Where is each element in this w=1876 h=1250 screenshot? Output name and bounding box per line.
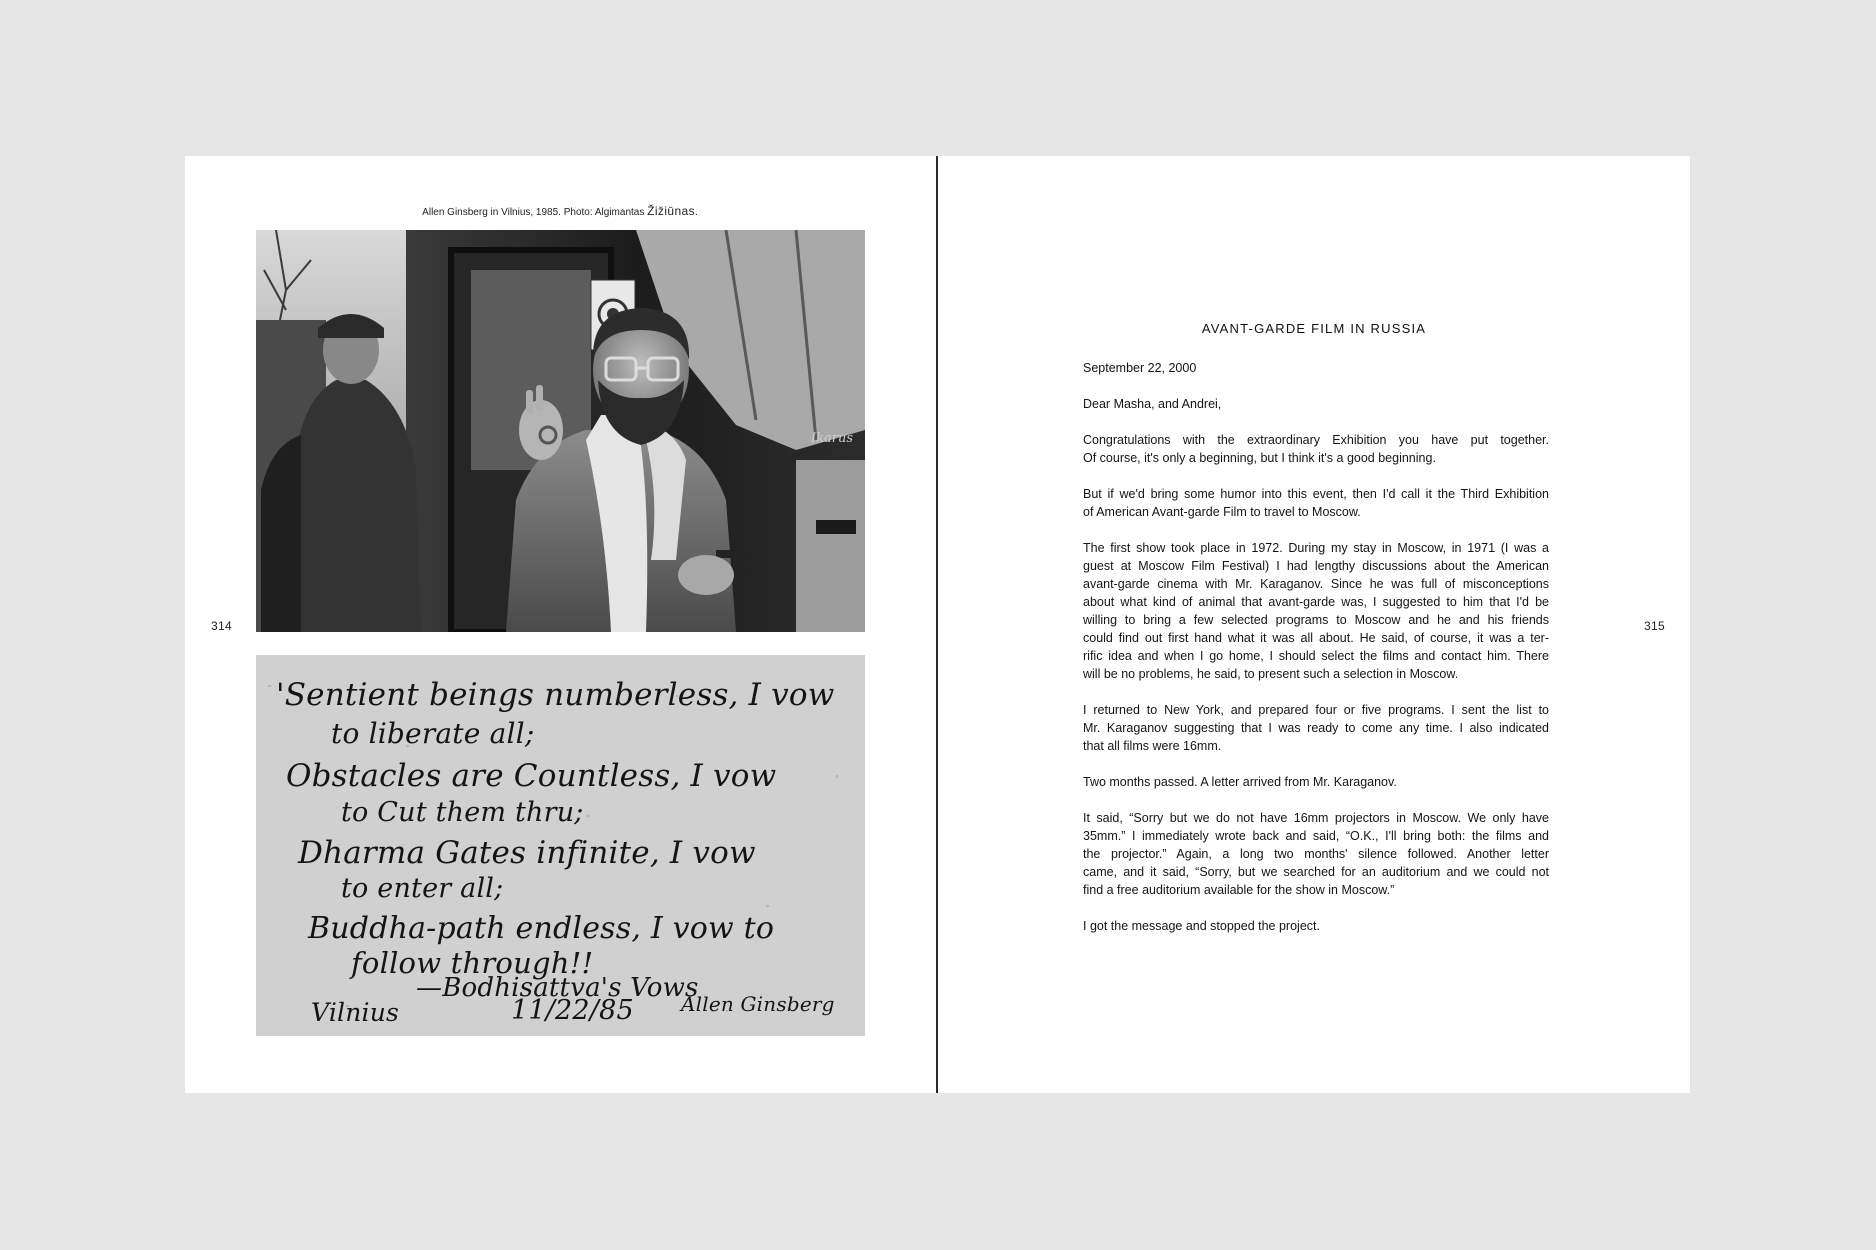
note-location: Vilnius bbox=[311, 998, 400, 1027]
text-line: The first show took place in 1972. During my stay in Moscow, in 1971 (I was a bbox=[1083, 541, 1549, 555]
page-number-right: 315 bbox=[1644, 619, 1665, 633]
text-line: willing to bring a few selected programs to Moscow and he and his friends bbox=[1083, 613, 1549, 627]
bus-sign: Ikarus bbox=[811, 431, 854, 446]
note-line-1: 'Sentient beings numberless, I vow bbox=[276, 677, 835, 713]
text-line: of American Avant-garde Film to travel to Moscow. bbox=[1083, 505, 1361, 519]
text-line: Of course, it's only a beginning, but I think it's a good beginning. bbox=[1083, 451, 1436, 465]
letter-paragraph-2 bbox=[1083, 485, 1549, 521]
letter-paragraph-3 bbox=[1083, 539, 1549, 683]
text-line: Mr. Karaganov suggesting that I was ready to come any time. I also indicated bbox=[1083, 721, 1549, 735]
note-line-9: —Bodhisattva's Vows bbox=[416, 973, 699, 1003]
text-line: I returned to New York, and prepared four or five programs. I sent the list to bbox=[1083, 703, 1549, 717]
photo-caption bbox=[255, 204, 865, 218]
note-line-8: follow through!! bbox=[351, 946, 594, 980]
text-line: find a free auditorium available for the show in Moscow.” bbox=[1083, 883, 1395, 897]
note-line-2: to liberate all; bbox=[331, 717, 535, 750]
letter-date: September 22, 2000 bbox=[1083, 361, 1197, 375]
text-line: the projector.” Again, a long two months' silence followed. Another letter bbox=[1083, 847, 1549, 861]
text-line: But if we'd bring some humor into this event, then I'd call it the Third Exhibition bbox=[1083, 487, 1549, 501]
page-number-left: 314 bbox=[211, 619, 232, 633]
letter-paragraph-4 bbox=[1083, 701, 1549, 755]
note-line-3: Obstacles are Countless, I vow bbox=[286, 758, 777, 794]
note-line-7: Buddha-path endless, I vow to bbox=[308, 911, 775, 946]
text-line: rific idea and when I go home, I should select the films and contact him. There bbox=[1083, 649, 1549, 663]
note-line-6: to enter all; bbox=[341, 873, 504, 904]
book-spread bbox=[185, 156, 1690, 1093]
essay-title: AVANT-GARDE FILM IN RUSSIA bbox=[1201, 321, 1427, 336]
text-line: Two months passed. A letter arrived from Mr. Karaganov. bbox=[1083, 775, 1397, 789]
note-date: 11/22/85 bbox=[511, 995, 634, 1026]
text-line: could find out first hand what it was all about. He said, of course, it was a ter- bbox=[1083, 631, 1549, 645]
note-line-4: to Cut them thru; bbox=[341, 797, 584, 828]
text-line: I got the message and stopped the project. bbox=[1083, 919, 1320, 933]
note-line-5: Dharma Gates infinite, I vow bbox=[298, 835, 756, 871]
text-line: about what kind of animal that avant-garde was, I suggested to him that I'd be bbox=[1083, 595, 1549, 609]
note-signature: Allen Ginsberg bbox=[681, 992, 835, 1016]
letter-paragraph-7 bbox=[1083, 917, 1549, 935]
text-line: will be no problems, he said, to present such a selection in Moscow. bbox=[1083, 667, 1459, 681]
caption-photographer-name: Žižiūnas bbox=[647, 204, 696, 218]
text-line: avant-garde cinema with Mr. Karaganov. Since he was full of misconceptions bbox=[1083, 577, 1549, 591]
letter-body bbox=[1083, 359, 1549, 953]
caption-text: Allen Ginsberg in Vilnius, 1985. Photo: Algimantas bbox=[422, 207, 645, 218]
handwritten-note bbox=[256, 655, 865, 1036]
text-line: Congratulations with the extraordinary Exhibition you have put together. bbox=[1083, 433, 1549, 447]
caption-end: . bbox=[695, 207, 698, 218]
letter-paragraph-6 bbox=[1083, 809, 1549, 899]
text-line: came, and it said, “Sorry, but we searched for an auditorium and we could not bbox=[1083, 865, 1549, 879]
ginsberg-photograph bbox=[256, 230, 865, 632]
letter-salutation: Dear Masha, and Andrei, bbox=[1083, 397, 1222, 411]
letter-paragraph-5 bbox=[1083, 773, 1549, 791]
letter-paragraph-1 bbox=[1083, 431, 1549, 467]
text-line: guest at Moscow Film Festival) I had lengthy discussions about the American bbox=[1083, 559, 1549, 573]
text-line: that all films were 16mm. bbox=[1083, 739, 1222, 753]
text-line: It said, “Sorry but we do not have 16mm projectors in Moscow. We only have bbox=[1083, 811, 1549, 825]
right-page bbox=[938, 156, 1690, 1093]
text-line: 35mm.” I immediately wrote back and said, “O.K., I'll bring both: the films and bbox=[1083, 829, 1549, 843]
left-page bbox=[185, 156, 936, 1093]
